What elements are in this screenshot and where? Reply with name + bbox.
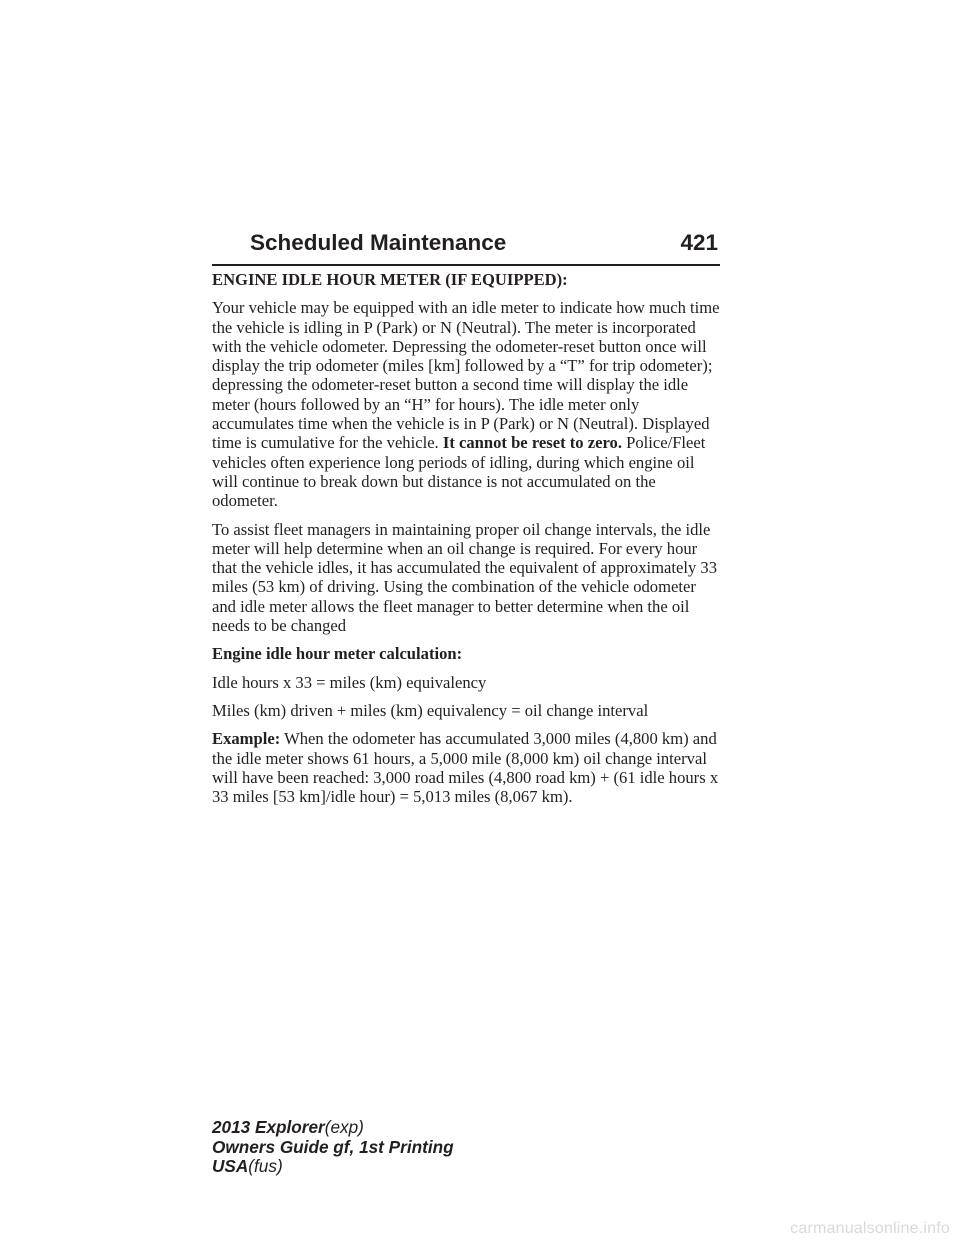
footer-line-model xyxy=(212,1118,454,1138)
footer-guide: Owners Guide gf, 1st Printing xyxy=(212,1136,454,1157)
paragraph-text: Your vehicle may be equipped with an idle meter to indicate how much time the vehicle is idling in P (Park) or N (Neutral). The meter is incorporated with the vehicle odometer. Depressing the odometer-reset button once will display the trip odometer (miles [km] followed by a “T” for trip odometer); depressing the odometer-reset button a second time will display the idle meter (hours followed by an “H” for hours). The idle meter only accumulates time when the vehicle is in P (Park) or N (Neutral). Displayed time is cumulative for the vehicle. xyxy=(212,298,720,453)
page-content xyxy=(212,270,722,815)
section-title: Scheduled Maintenance xyxy=(250,230,507,255)
page-number: 421 xyxy=(680,230,718,255)
footer-line-market xyxy=(212,1157,454,1177)
footer-market: USA xyxy=(212,1156,249,1176)
section-heading: ENGINE IDLE HOUR METER (IF EQUIPPED): xyxy=(212,270,568,289)
calculation-subheading: Engine idle hour meter calculation: xyxy=(212,644,463,664)
footer-model: 2013 Explorer xyxy=(212,1117,325,1137)
page-header xyxy=(212,226,720,266)
reset-warning: It cannot be reset to zero. xyxy=(442,433,622,453)
example-text: When the odometer has accumulated 3,000 miles (4,800 km) and the idle meter shows 61 hours, a 5,000 mile (8,000 km) oil change interval will have been reached: 3,000 road miles (4,800 road km) + (61 idle hours x 33 miles [53 km]/idle hour) = 5,013 miles (8,067 km). xyxy=(212,729,719,807)
page-footer xyxy=(212,1118,454,1177)
paragraph-text: Police/Fleet vehicles often experience long periods of idling, during which engine oil will continue to break down but distance is not accumulated on the odometer. xyxy=(212,433,706,511)
formula-interval: Miles (km) driven + miles (km) equivalency = oil change interval xyxy=(212,700,649,720)
footer-model-code: (exp) xyxy=(324,1117,364,1137)
formula-equivalency: Idle hours x 33 = miles (km) equivalency xyxy=(212,672,487,692)
paragraph-fleet-managers: To assist fleet managers in maintaining proper oil change intervals, the idle meter will help determine when an oil change is required. For every hour that the vehicle idles, it has accumulated the equivalent of approximately 33 miles (53 km) of driving. Using the combination of the vehicle odometer and idle meter allows the fleet manager to better determine when the oil needs to be changed xyxy=(212,519,718,636)
paragraph-idle-meter xyxy=(212,298,722,510)
footer-market-code: (fus) xyxy=(248,1156,283,1176)
watermark: carmanualsonline.info xyxy=(790,1220,950,1237)
example-paragraph xyxy=(212,729,722,806)
example-label: Example: xyxy=(212,729,281,749)
